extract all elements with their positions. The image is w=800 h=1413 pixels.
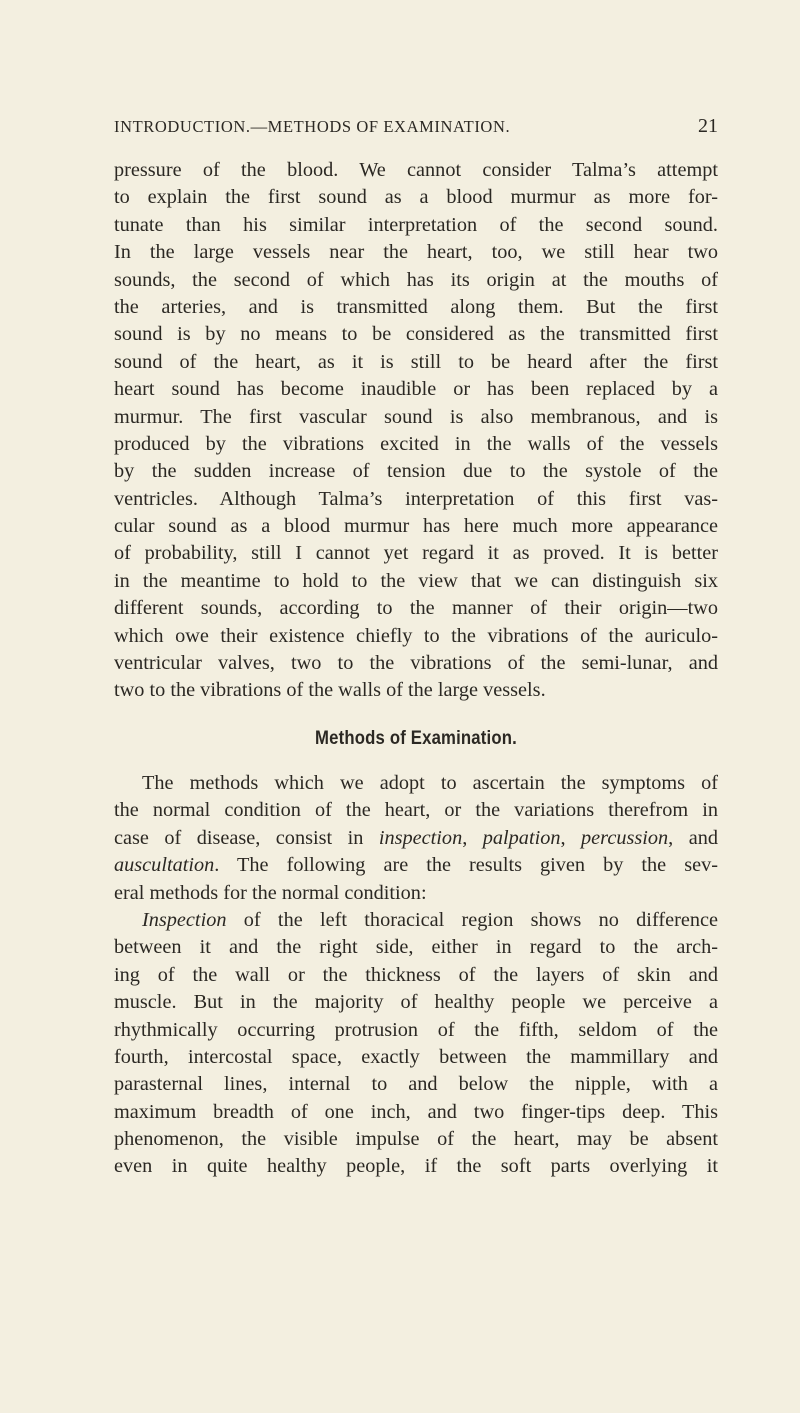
text-line: murmur. The first vascular sound is also membranous, and is	[114, 405, 718, 428]
text-line: rhythmically occurring protrusion of the fifth, seldom of the	[114, 1018, 718, 1041]
text-line: pressure of the blood. We cannot consider Talma’s attempt	[114, 159, 718, 181]
text-run: case of disease, consist in	[114, 826, 379, 849]
paragraph-methods	[114, 770, 718, 1181]
text-line: tunate than his similar interpretation of the second sound.	[114, 213, 718, 236]
text-line: the normal condition of the heart, or the variations therefrom in	[114, 799, 718, 822]
text-line: of probability, still I cannot yet regard it as proved. It is better	[114, 542, 718, 565]
text-run: , and	[668, 826, 718, 849]
text-line: even in quite healthy people, if the soft parts overlying it	[114, 1155, 718, 1178]
text-line: ventricular valves, two to the vibrations of the semi-lunar, and	[114, 652, 718, 675]
text-line: two to the vibrations of the walls of the large vessels.	[114, 679, 546, 702]
text-run: . The following are the results given by the sev-	[214, 854, 718, 877]
text-line: phenomenon, the visible impulse of the heart, may be absent	[114, 1128, 718, 1151]
text-line: ing of the wall or the thickness of the layers of skin and	[114, 963, 718, 986]
running-head	[114, 117, 718, 145]
text-line: ventricles. Although Talma’s interpretation of this first vas-	[114, 487, 718, 510]
text-line	[114, 852, 718, 879]
text-line: in the meantime to hold to the view that we can distinguish six	[114, 569, 718, 592]
emphasis-palpation: palpation	[482, 826, 561, 849]
text-line: by the sudden increase of tension due to the systole of the	[114, 460, 718, 483]
text-line: The methods which we adopt to ascertain the symptoms of	[142, 772, 718, 794]
text-line: sounds, the second of which has its origin at the mouths of	[114, 268, 718, 291]
text-line: muscle. But in the majority of healthy people we perceive a	[114, 991, 718, 1014]
text-run: ,	[462, 826, 483, 849]
text-line: sound is by no means to be considered as the transmitted first	[114, 323, 718, 346]
section-heading: Methods of Examination.	[315, 728, 517, 749]
text-line	[114, 825, 718, 852]
text-line: the arteries, and is transmitted along them. But the first	[114, 295, 718, 318]
text-line: fourth, intercostal space, exactly between the mammillary and	[114, 1045, 718, 1068]
text-line: between it and the right side, either in regard to the arch-	[114, 936, 718, 959]
text-line	[114, 907, 718, 934]
running-title: INTRODUCTION.—METHODS OF EXAMINATION.	[114, 117, 511, 136]
text-line: to explain the first sound as a blood murmur as more for-	[114, 186, 718, 209]
text-line: cular sound as a blood murmur has here much more appearance	[114, 515, 718, 538]
text-line: In the large vessels near the heart, too, we still hear two	[114, 241, 718, 264]
text-line: heart sound has become inaudible or has been replaced by a	[114, 378, 718, 401]
emphasis-inspection: Inspection	[142, 908, 227, 931]
emphasis-inspection: inspection	[378, 826, 463, 849]
text-line: eral methods for the normal condition:	[114, 881, 427, 904]
text-line: different sounds, according to the manner of their origin—two	[114, 597, 718, 620]
text-line: produced by the vibrations excited in the walls of the vessels	[114, 432, 718, 455]
text-line: parasternal lines, internal to and below the nipple, with a	[114, 1073, 718, 1096]
text-run: of the left thoracical region shows no difference	[226, 908, 718, 931]
text-line: which owe their existence chiefly to the vibrations of the auriculo-	[114, 624, 718, 647]
paragraph-continued	[114, 157, 718, 705]
text-line: maximum breadth of one inch, and two finger-tips deep. This	[114, 1100, 718, 1123]
emphasis-percussion: percussion	[581, 826, 669, 849]
text-run: ,	[560, 826, 582, 849]
emphasis-auscultation: auscultation	[114, 854, 215, 877]
text-line: sound of the heart, as it is still to be heard after the first	[114, 350, 718, 373]
page-number: 21	[698, 115, 718, 137]
